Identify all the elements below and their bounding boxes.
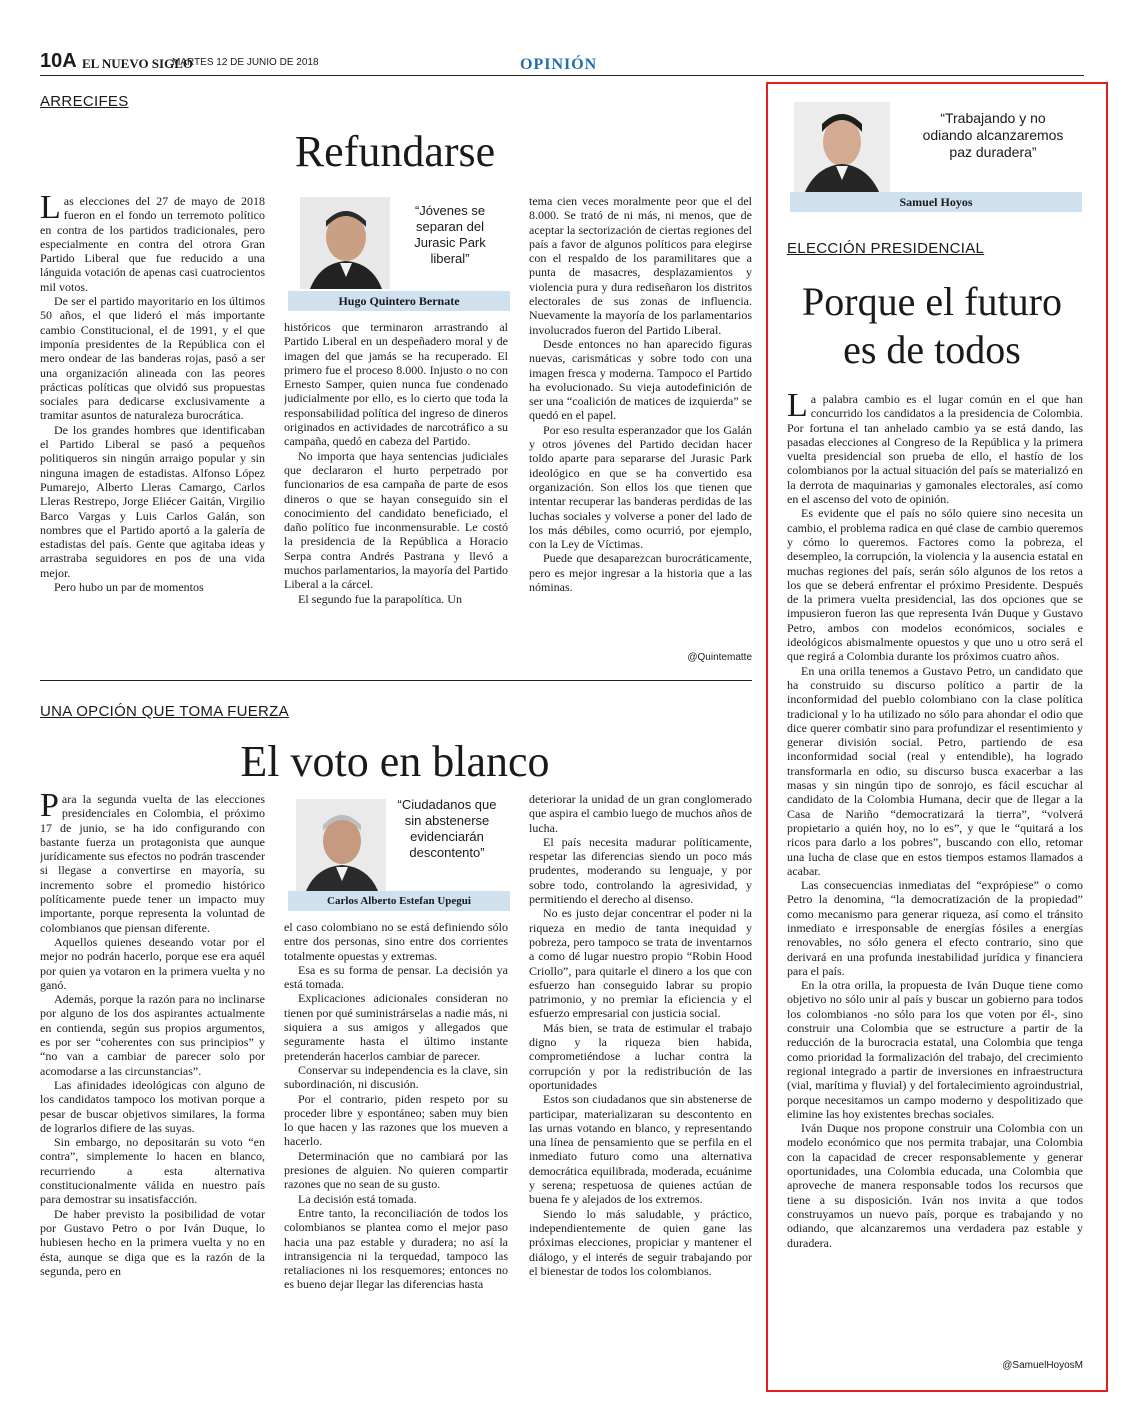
article3-title: Porque el futuro es de todos xyxy=(802,279,1062,372)
paragraph: el caso colombiano no se está definiendo sólo entre dos personas, sino entre dos corrientes totalmente opuestas y extremas. xyxy=(284,920,508,963)
paragraph: Sin embargo, no depositarán su voto “en contra”, simplemente lo hacen en blanco, recurriendo a esta alternativa constitucionalmente válida en nuestro país para demostrar su insatisfacción. xyxy=(40,1135,265,1207)
article3-kicker: ELECCIÓN PRESIDENCIAL xyxy=(787,240,985,257)
article2-column-1 xyxy=(40,792,265,1362)
article1-author: Hugo Quintero Bernate xyxy=(288,291,510,311)
paragraph: Más bien, se trata de estimular el trabajo digno y la riqueza bien habida, comprometiéndose a luchar contra la corrupción y por la redistribución de las oportunidades xyxy=(529,1020,752,1092)
article2-pull-quote: “Ciudadanos que sin abstenerse evidenciarán descontento” xyxy=(397,797,497,860)
paragraph: Explicaciones adicionales consideran no tienen por qué suministrárselas a nadie más, ni siquiera a sus amigos y allegados que seguramente hasta el último instante pretenderán hacerlos cambiar de parecer. xyxy=(284,991,508,1063)
article3-twitter-handle: @SamuelHoyosM xyxy=(1002,1360,1083,1371)
paragraph: Por el contrario, piden respeto por su proceder libre y espontáneo; saben muy bien lo que hacen y las razones que los mueven a hacerlo. xyxy=(284,1091,508,1149)
paragraph: De ser el partido mayoritario en los últimos 50 años, el que lideró el más importante cambio Constitucional, el de 1991, y el que imponía presidentes de la República con el mero ondear de las banderas rojas, pasó a ser una organización alineada con las peores prácticas políticas que olvidó sus propuestas sociales para dedicarse exclusivamente a tramitar asuntos de naturaleza burocrática. xyxy=(40,294,265,423)
paragraph: deteriorar la unidad de un gran conglomerado que aspira el cambio luego de muchos años de lucha. xyxy=(529,792,752,835)
author-photo xyxy=(300,197,390,289)
issue-date: MARTES 12 DE JUNIO DE 2018 xyxy=(172,57,319,68)
paragraph: Además, porque la razón para no inclinarse por alguno de los dos aspirantes actualmente en contienda, según sus propios argumentos, es por ser “coherentes con sus principios” y “no van a cambiar de parecer solo por acomodarse a las circunstancias”. xyxy=(40,992,265,1078)
newspaper-name: EL NUEVO SIGLO xyxy=(82,56,193,71)
portrait-image xyxy=(300,197,390,289)
paragraph: Por eso resulta esperanzador que los Galán y otros jóvenes del Partido decidan hacer toldo aparte para separarse del Jurasic Park ideológico en que se ha convertido esa organización. Son ellos los que tienen que intentar recuperar las banderas perdidas de las luchas sociales y volverse a poner del lado de los más débiles, como ocurrió, por ejemplo, con la Ley de Víctimas. xyxy=(529,422,752,552)
article3-body xyxy=(787,392,1083,1347)
paragraph: El país necesita madurar políticamente, respetar las diferencias siendo un poco más prudentes, moderando su lenguaje, y por sobre todo, controlando la agresividad, y permitiendo el derecho al disenso. xyxy=(529,834,752,907)
paragraph: Siendo lo más saludable, y práctico, independientemente de quien gane las próximas elecciones, propiciar y mantener el diálogo, y el interés de seguir trabajando por el bienestar de todos los colombianos. xyxy=(529,1206,752,1278)
article1-twitter-handle: @Quintematte xyxy=(687,652,752,663)
article2-column-3 xyxy=(529,792,752,1362)
article1-column-2 xyxy=(284,320,508,665)
author-photo xyxy=(794,102,890,194)
dropcap: L xyxy=(787,392,808,424)
paragraph: De haber previsto la posibilidad de votar por Gustavo Petro o por Iván Duque, lo hubiesen hecho en la primera vuelta y no en ésta, aunque se diga que es la razón de la segunda, pero en xyxy=(40,1206,265,1278)
paragraph: Aquellos quienes deseando votar por el mejor no podrán hacerlo, porque ese era aquél por quien ya votaron en la primera vuelta y no ganó. xyxy=(40,934,265,992)
paragraph: No importa que haya sentencias judiciales que declararon el hurto perpetrado por funcionarios de esa campaña de parte de esos dineros o que se hayan conseguido sin el conocimiento del candidato beneficiado, el daño político fue inconmensurable. Le costó la presidencia de la República a Horacio Serpa contra Andrés Pastrana y llevó a muchos parlamentarios, la mayoría del Partido Liberal a la cárcel. xyxy=(284,448,508,592)
paragraph: Es evidente que el país no sólo quiere sino necesita un cambio, el problema radica en qué clase de cambio queremos y cómo lo queremos. Factores como la pobreza, el desempleo, la corrupción, la violencia y la ausencia estatal en muchas regiones del país, serán sólo algunos de los retos a los que se deberá enfrentar el próximo Presidente. Después de la primera vuelta presidencial, las dos opciones que se impusieron fueron las que representa Iván Duque y Gustavo Petro, ambos con modelos económicos, sociales e ideológicos abismalmente opuestos y que uno u otro será el que regirá a Colombia durante los próximos cuatro años. xyxy=(787,506,1083,664)
paragraph: tema cien veces moralmente peor que el del 8.000. Se trató de ni más, ni menos, que de aceptar la sectorización de ciertas regiones del país a favor de algunos políticos para elegirse con el respaldo de los paramilitares que a punta de masacres, desplazamientos y violencia pura y dura rediseñaron los distritos electorales de sus zonas de influencia. Nuevamente la mayoría de los parlamentarios involucrados fueron del Partido Liberal. xyxy=(529,194,752,337)
paragraph: No es justo dejar concentrar el poder ni la riqueza en medio de tanta inequidad y pobreza, pero tampoco se trata de inventarnos a como dé lugar nuestro propio “Robin Hood Criollo”, para quitarle el dinero a los que con esfuerzo han conseguido labrar su propio patrimonio, y no premiar la eficiencia y el esfuerzo empresarial con justicia social. xyxy=(529,906,752,1021)
paragraph: Determinación que no cambiará por las presiones de alguien. No quieren compartir razones que no sean de su gusto. xyxy=(284,1148,508,1192)
page-number: 10A xyxy=(40,50,77,72)
section-divider xyxy=(40,680,752,681)
dropcap: P xyxy=(40,792,59,824)
article2-kicker: UNA OPCIÓN QUE TOMA FUERZA xyxy=(40,703,289,720)
section-name: OPINIÓN xyxy=(520,56,598,73)
portrait-image xyxy=(794,102,890,194)
article1-kicker: ARRECIFES xyxy=(40,93,129,110)
paragraph: Pero hubo un par de momentos xyxy=(54,580,204,595)
article3-pull-quote: “Trabajando y no odiando alcanzaremos paz duradera” xyxy=(922,110,1064,160)
article1-quote-box xyxy=(288,193,510,313)
paragraph: Puede que desaparezcan burocráticamente, pero es mejor ingresar a la historia que a las nóminas. xyxy=(529,551,752,595)
article2-quote-box xyxy=(288,795,510,913)
paragraph: históricos que terminaron arrastrando al Partido Liberal en un despeñadero moral y de imagen del que jamás se ha recuperado. El primero fue el proceso 8.000. Injusto o no con Ernesto Samper, quien nunca fue condenado judicialmente por ello, es lo cierto que toda la responsabilidad política del ingreso de dineros originados en actividades de narcotráfico a su campaña, quedó en cabeza del Partido. xyxy=(284,320,508,449)
article3-quote-box xyxy=(790,100,1082,216)
article1-pull-quote: “Jóvenes se separan del Jurasic Park liberal” xyxy=(414,203,486,266)
article2-column-2 xyxy=(284,920,508,1362)
paragraph: Desde entonces no han aparecido figuras nuevas, carismáticas y sobre todo con una imagen fresca y moderna. Tampoco el Partido ha evolucionado. Su vieja autodefinición de ser una “coalición de matices de izquierda” se quedó en el papel. xyxy=(529,336,752,423)
paragraph: La decisión está tomada. xyxy=(298,1191,417,1206)
article2-title: El voto en blanco xyxy=(240,737,550,786)
paragraph: Entre tanto, la reconciliación de todos los colombianos se plantea como el mejor paso hacia una paz estable y duradera; no así la intransigencia ni la terquedad, tampoco las retaliaciones ni los resquemores; entonces no es bueno dejar llegar las diferencias hasta xyxy=(284,1205,508,1292)
paragraph: Las afinidades ideológicas con alguno de los candidatos tampoco los motivan porque a pesar de buscar objetivos similares, la forma de lograrlos difiere de las suyas. xyxy=(40,1077,265,1135)
article2-author: Carlos Alberto Estefan Upegui xyxy=(288,891,510,911)
paragraph: a palabra cambio es el lugar común en el que han concurrido los candidatos a la presidencia de Colombia. Por fortuna el tan anhelado cambio ya se está dando, las pasadas elecciones al Congreso de la República y la primera vuelta presidencial son prueba de ello, el hastío de los colombianos por la actual situación del país se materializó en la derrota de maquinarias y gamonales electorales, así como en el ascenso del voto de opinión. xyxy=(787,392,1083,507)
article1-title: Refundarse xyxy=(294,127,496,176)
article3-author: Samuel Hoyos xyxy=(790,192,1082,212)
paragraph: as elecciones del 27 de mayo de 2018 fueron en el fondo un terremoto político en contra de los partidos tradicionales, pero especialmente en contra del otrora Gran Partido Liberal que fue reducido a una lánguida votación de apenas casi cuatrocientos mil votos. xyxy=(40,194,265,294)
article1-column-3 xyxy=(529,194,752,649)
paragraph: Iván Duque nos propone construir una Colombia con un modelo económico que nos permita trabajar, una Colombia con la capacidad de crecer responsablemente y generar oportunidades, una Colombia educada, una Colombia que aproveche de manera responsable todos los recursos que tiene a su disposición. Iván nos invita a que todos construyamos un nuevo país, porque es trabajando y no odiando, que alcanzaremos una verdadera paz estable y duradera. xyxy=(787,1121,1083,1250)
article1-column-1 xyxy=(40,194,265,664)
portrait-image xyxy=(296,799,386,891)
paragraph: Esa es su forma de pensar. La decisión ya está tomada. xyxy=(284,962,508,992)
paragraph: Conservar su independencia es la clave, sin subordinación, ni discusión. xyxy=(284,1062,508,1092)
paragraph: De los grandes hombres que identificaban el Partido Liberal se pasó a pequeños politiqueros sin ningún arraigo popular y sin ninguna imagen de estadistas. Alfonso López Pumarejo, Alberto Lleras Camargo, Carlos Lleras Restrepo, Jorge Eliécer Gaitán, Virgilio Barco Vargas y Luis Carlos Galán, son nombres que el Partido aportó a la galería de estadistas del país. Gente que agitaba ideas y arrastraba seguidores en pos de una vida mejor. xyxy=(40,422,265,580)
paragraph: Las consecuencias inmediatas del “exprópiese” o como Petro la denomina, “la democratización de la propiedad” como mecanismo para generar riqueza, así como el tránsito inmediato e irresponsable de energías fósiles a energías renovables, no sólo genera el efecto contrario, sino que derivará en una profunda inestabilidad jurídica y financiera para el país. xyxy=(787,878,1083,978)
author-photo xyxy=(296,799,386,891)
header-rule xyxy=(40,75,1084,76)
paragraph: Estos son ciudadanos que sin abstenerse de participar, materializaran su descontento en las urnas votando en blanco, y representando una línea de pensamiento que se perfila en el inmediato futuro como una alternativa democrática equilibrada, moderada, ecuánime y serena; respetuosa de quienes actúan de buena fe y alejados de los extremos. xyxy=(529,1092,752,1207)
paragraph: En la otra orilla, la propuesta de Iván Duque tiene como objetivo no sólo unir al país y buscar un gobierno para todos los colombianos -no sólo para los que voten por él-, sino construir una Colombia que se estructure a partir de la reducción de la burocracia estatal, una Colombia que tenga como prioridad la formalización del trabajo, del crecimiento regional integrado a partir de inversiones en infraestructura (vial, marítima y fluvial) y del fortalecimiento agroindustrial, porque necesitamos un campo moderno y despolitizado que elimine las hoy existentes brechas sociales. xyxy=(787,978,1083,1121)
paragraph: En una orilla tenemos a Gustavo Petro, un candidato que ha construido su discurso político a partir de la inconformidad del pueblo colombiano con la clase política tradicional y lo ha utilizado no sólo para ahondar el odio que dice querer combatir sino para profundizar el resentimiento y generar división social. Petro, partiendo de esa inconformidad social (real y entendible), ha logrado transformarla en odio, su discurso busca exacerbar a las masas y sin ningún tipo de sonrojo, es fácil escuchar al candidato de la Colombia Humana, decir que de llegar a la Casa de Nariño “democratizará la tierra”, “volverá propietario a quién hoy, no lo es”, y que le “quitará a los ricos para darlo a los pobres”, buscando con ello, retomar una lucha de clase que en estos tiempos estamos llamados a acabar. xyxy=(787,663,1083,878)
paragraph: El segundo fue la parapolítica. Un xyxy=(298,591,462,606)
paragraph: ara la segunda vuelta de las elecciones presidenciales en Colombia, el próximo 17 de junio, se ha ido configurando con bastante fuerza un protagonista que aunque jurídicamente sus efectos no podrán trascender si llegase a convertirse en mayoría, su incremento sobre el promedio histórico políticamente puede tener un impacto muy importante, porque representa la voluntad de colombianos que piensan diferente. xyxy=(40,792,265,935)
dropcap: L xyxy=(40,194,61,226)
